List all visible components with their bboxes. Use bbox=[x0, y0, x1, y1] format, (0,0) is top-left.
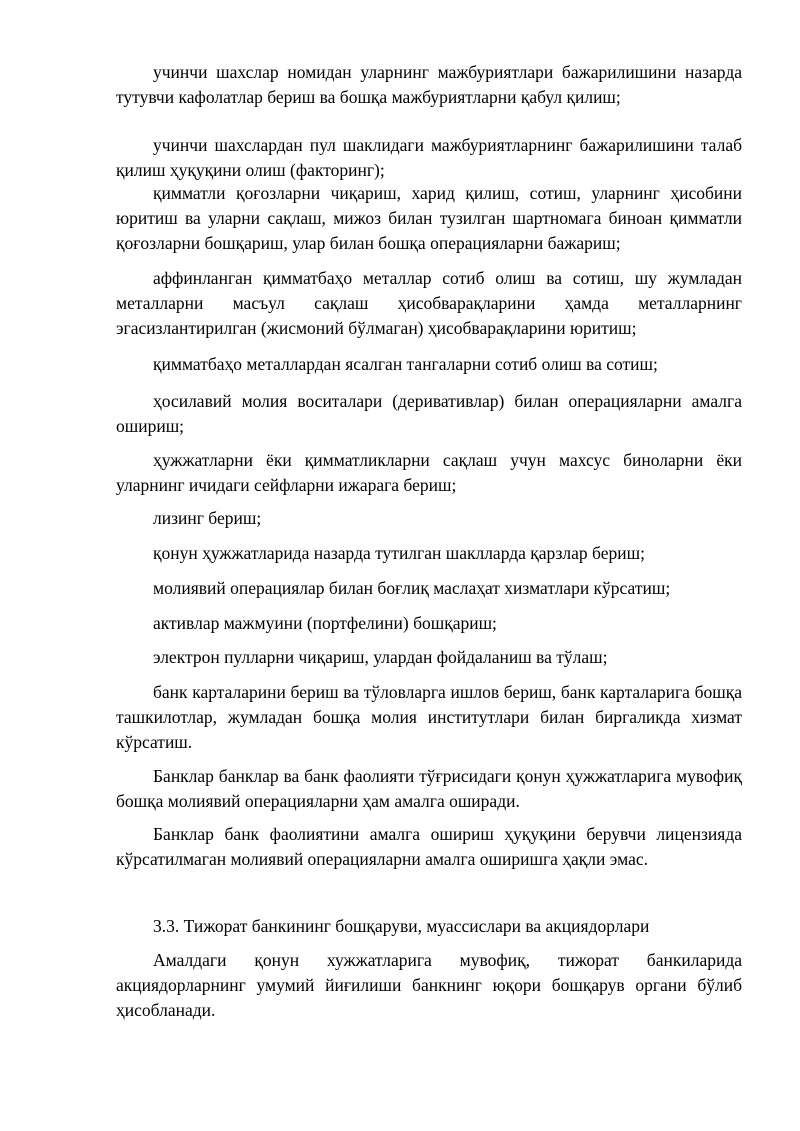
paragraph-precious-metals: аффинланган қимматбаҳо металлар сотиб олиш ва сотиш, шу жумладан металларни масъул сақлаш ҳисобварақларини ҳамда металларнинг эгасизлантирилган (жисмоний бўлмаган) ҳисобварақларини юритиш; bbox=[116, 268, 742, 338]
paragraph-coins: қимматбаҳо металлардан ясалган тангаларни сотиб олиш ва сотиш; bbox=[153, 354, 658, 374]
paragraph-electronic-money: электрон пулларни чиқариш, улардан фойдаланиш ва тўлаш; bbox=[153, 647, 608, 667]
paragraph-license-restriction: Банклар банк фаолиятини амалга ошириш ҳуқуқини берувчи лицензияда кўрсатилмаган молиявий операцияларни амалга оширишга ҳақли эмас. bbox=[116, 824, 742, 869]
section-heading: 3.3. Тижорат банкининг бошқаруви, муассислари ва акциядорлари bbox=[153, 916, 650, 936]
paragraph-bank-cards: банк карталарини бериш ва тўловларга ишлов бериш, банк карталарига бошқа ташкилотлар, жумладан бошқа молия институтлари билан биргаликда хизмат кўрсатиш. bbox=[116, 682, 742, 752]
paragraph-asset-management: активлар мажмуини (портфелини) бошқариш; bbox=[153, 613, 497, 633]
paragraph-securities: қимматли қоғозларни чиқариш, харид қилиш, сотиш, уларнинг ҳисобини юритиш ва уларни сақлаш, мижоз билан тузилган шартномага биноан қимматли қоғозларни бошқариш, улар билан бошқа операцияларни бажариш; bbox=[116, 183, 742, 253]
paragraph-consulting: молиявий операциялар билан боғлиқ маслаҳат хизматлари кўрсатиш; bbox=[153, 578, 671, 598]
paragraph-shareholders-meeting: Амалдаги қонун хужжатларига мувофиқ, тижорат банкиларида акциядорларнинг умумий йиғилиши банкнинг юқори бошқарув органи бўлиб ҳисобланади. bbox=[116, 950, 742, 1020]
paragraph-loans: қонун ҳужжатларида назарда тутилган шаклларда қарзлар бериш; bbox=[153, 543, 645, 563]
paragraph-leasing: лизинг бериш; bbox=[153, 508, 262, 528]
paragraph-other-operations: Банклар банклар ва банк фаолияти тўғрисидаги қонун ҳужжатларига мувофиқ бошқа молиявий операцияларни ҳам амалга оширади. bbox=[116, 766, 742, 811]
paragraph-derivatives: ҳосилавий молия воситалари (деривативлар) билан операцияларни амалга ошириш; bbox=[116, 391, 742, 436]
paragraph-safes: ҳужжатларни ёки қимматликларни сақлаш учун махсус биноларни ёки уларнинг ичидаги сейфларни ижарага бериш; bbox=[116, 450, 742, 495]
paragraph-guarantees: учинчи шахслар номидан уларнинг мажбуриятлари бажарилишини назарда тутувчи кафолатлар бериш ва бошқа мажбуриятларни қабул қилиш; bbox=[116, 62, 742, 107]
paragraph-factoring: учинчи шахслардан пул шаклидаги мажбуриятларнинг бажарилишини талаб қилиш ҳуқуқини олиш (факторинг); bbox=[116, 135, 742, 180]
